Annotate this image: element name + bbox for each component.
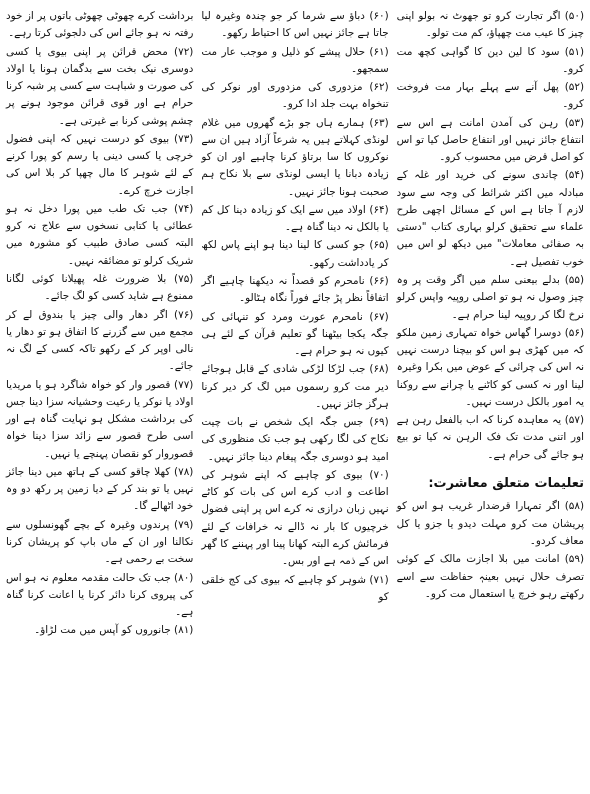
- paragraph-item-56: (۵۶) دوسرا گھاس خواہ تمہاری زمین ملکو کہ میں کھڑی ہو اس کو بیچنا درست نہیں نہ اس کی چرائی کے عوض میں بکرا وغیرہ لینا اور نہ کسی کو کاٹنے یا چرانے سے روکنا یہ امور بالکل درست نہیں۔: [396, 326, 584, 408]
- paragraph-item-74: (۷۴) جب تک طب میں پورا دخل نہ ہو عطائی یا کتابی نسخوں سے علاج نہ کرو البتہ کسی صادق طبیب کو مشورہ میں شریک کرلو تو مضائقہ نہیں۔: [6, 202, 194, 267]
- text-column-middle: [201, 8, 388, 790]
- paragraph-item-71: (۷۱) شوہر کو چاہیے کہ بیوی کی کج خلقی کو: [201, 573, 389, 603]
- text-column-right: [397, 8, 584, 790]
- paragraph-item-77: (۷۷) قصور وار کو خواہ شاگرد ہو یا مریدیا اولاد یا نوکر یا رعیت وحشیانہ سزا دینا جس کی برداشت مشکل ہو نہایت گناہ ہے اور اسی طرح قصور سے زائد سزا دینا خواہ قصوروار کو نقصان پہنچے یا نہیں۔: [6, 378, 194, 460]
- paragraph-item-50: (۵۰) اگر تجارت کرو تو جھوٹ نہ بولو اپنی چیز کا عیب مت چھپاؤ، کم مت تولو۔: [396, 10, 584, 40]
- section-heading: تعلیمات متعلق معاشرت:: [428, 475, 584, 491]
- paragraph-item-70: (۷۰) بیوی کو چاہیے کہ اپنے شوہر کی اطاعت و ادب کرے اس کی بات کو کاٹے نہیں زبان درازی نہ کرے اس پر اپنی فضول خرچیوں کا بار نہ ڈالے نہ خرافات کے لئے فرمائش کرے البتہ کھانا پینا اور پہننے کا گھر اس کے ذمہ ہے اور بس۔: [201, 468, 389, 568]
- paragraph-item-61: (۶۱) حلال پیشے کو ذلیل و موجب عار مت سمجھو۔: [201, 45, 389, 75]
- paragraph-item-67: (۶۷) نامحرم عورت ومرد کو تنہائی کی جگہ یکجا بیٹھنا گو تعلیم قرآن کے لئے ہی کیوں نہ ہو حرام ہے۔: [201, 310, 389, 358]
- paragraph-item-58: (۵۸) اگر تمہارا قرضدار غریب ہو اس کو پریشان مت کرو مہلت دیدو یا جزو یا کل معاف کردو۔: [396, 500, 584, 548]
- paragraph-item-62: (۶۲) مزدوری کی مزدوری اور نوکر کی تنخواہ بہت جلد ادا کرو۔: [201, 81, 389, 111]
- paragraph-item-80: (۸۰) جب تک حالت مقدمہ معلوم نہ ہو اس کی پیروی کرنا دائر کرنا یا اعانت کرنا گناہ ہے۔: [6, 571, 194, 619]
- paragraph-item-73: (۷۳) بیوی کو درست نہیں کہ اپنی فضول خرچی یا کسی دینی یا رسم کو پورا کرنے کے لئے شوہر کا مال چھپا کر بلا اس کی اجازت خرچ کرے۔: [6, 132, 194, 197]
- paragraph-item-75: (۷۵) بلا ضرورت غلہ پھیلانا کوئی لگانا ممنوع ہے شاید کسی کو لگ جائے۔: [6, 272, 194, 303]
- paragraph-item-52: (۵۲) پھل آنے سے پہلے بہار مت فروخت کرو۔: [396, 81, 584, 111]
- paragraph-item-79: (۷۹) پرندوں وغیرہ کے بچے گھونسلوں سے نکالنا اور ان کے ماں باپ کو پریشان کرنا سخت بے رحمی ہے۔: [6, 518, 194, 566]
- paragraph-item-51: (۵۱) سود کا لین دین کا گواہی کچھ مت کرو۔: [396, 45, 584, 75]
- paragraph-item-53: (۵۳) رہن کی آمدن امانت ہے اس سے انتفاع جائز نہیں اور انتفاع حاصل کیا تو اس کو اصل قرض میں محسوب کرو۔: [396, 116, 584, 164]
- paragraph-item-57: (۵۷) یہ معاہدہ کرنا کہ اب بالفعل رہن ہے اور اتنی مدت تک فک الرہن نہ کیا تو بیع ہو جائے گی حرام ہے۔: [396, 414, 584, 461]
- paragraph-item-81: (۸۱) جانوروں کو آپس میں مت لڑاؤ۔: [34, 624, 194, 637]
- paragraph-item-54: (۵۴) چاندی سونے کی خرید اور غلہ کے مبادلہ میں اکثر شرائط کی وجہ سے سود لازم آ جاتا ہے اس کے مسائل اچھی طرح علماء سے تحقیق کرلو بہاری کتاب "دستی بہ صفائی معاملات" میں دیکھ لو اس میں خوب تفصیل ہے۔: [396, 169, 584, 268]
- paragraph-item-71-continued: برداشت کرے چھوٹی چھوٹی باتوں پر از خود رفتہ نہ ہو جائے اس کی دلجوئی کرتا رہے۔: [6, 10, 194, 40]
- paragraph-item-76: (۷۶) اگر دھار والی چیز یا بندوق لے کر مجمع میں سے گزرنے کا اتفاق ہو تو دھار یا نالی اوپر کر کے رکھو تاکہ کسی کے لگ نہ جائے۔: [6, 308, 194, 373]
- paragraph-item-64: (۶۴) اولاد میں سے ایک کو زیادہ دینا کل کم یا بالکل نہ دینا گناہ ہے۔: [201, 203, 389, 234]
- paragraph-item-69: (۶۹) جس جگہ ایک شخص نے بات چیت نکاح کی لگا رکھی ہو جب تک منظوری کی امید ہو دوسری جگہ پیغام دینا جائز نہیں۔: [201, 416, 389, 463]
- paragraph-item-63: (۶۳) ہمارے ہاں جو بڑے گھروں میں غلام لونڈی کہلاتے ہیں یہ شرعاً آزاد ہیں ان سے نوکروں کا سا برتاؤ کرنا چاہیے اور ان کو زیادہ دبانا یا ایسی لونڈی سے بلا نکاح ہم صحبت ہونا جائز نہیں۔: [201, 116, 389, 198]
- paragraph-item-60: (۶۰) دباؤ سے شرما کر جو چندہ وغیرہ لیا جاتا ہے جائز نہیں اس کا احتیاط رکھو۔: [201, 10, 389, 40]
- paragraph-item-78: (۷۸) کھلا چاقو کسی کے ہاتھ میں دینا جائز نہیں یا تو بند کر کے دیا زمین پر رکھ دو وہ خود اٹھالے گا۔: [6, 465, 194, 513]
- paragraph-item-65: (۶۵) جو کسی کا لینا دینا ہو اپنے پاس لکھ کر یادداشت رکھو۔: [201, 239, 389, 269]
- paragraph-item-72: (۷۲) محض قرائن پر اپنی بیوی یا کسی دوسری نیک بخت سے بدگمان ہونا یا اولاد کی صورت و شباہت سے کسی پر شبہ کرنا حرام ہے اور قوی قرائن موجود ہونے پر چشم پوشی کرنا بے غیرتی ہے۔: [6, 45, 194, 127]
- paragraph-item-68: (۶۸) جب لڑکا لڑکی شادی کے قابل ہوجائے دیر مت کرو رسموں میں لگ کر دیر کرنا ہرگز جائز نہیں۔: [201, 363, 389, 410]
- paragraph-item-66: (۶۶) نامحرم کو قصداً نہ دیکھنا چاہیے اگر اتفاقاً نظر پڑ جائے فوراً نگاہ ہٹالو۔: [201, 274, 389, 305]
- paragraph-item-59: (۵۹) امانت میں بلا اجازت مالک کے کوئی تصرف حلال نہیں بعینہٖ حفاظت سے اسے رکھتے رہو خرچ یا استعمال مت کرو۔: [396, 553, 584, 600]
- text-column-left: [6, 8, 193, 790]
- paragraph-item-55: (۵۵) بدلے بیعنی سلم میں اگر وقت پر وہ چیز وصول نہ ہو تو اصلی روپیہ واپس کرلو نرخ لگا کر روپیہ لینا حرام ہے۔: [396, 273, 584, 321]
